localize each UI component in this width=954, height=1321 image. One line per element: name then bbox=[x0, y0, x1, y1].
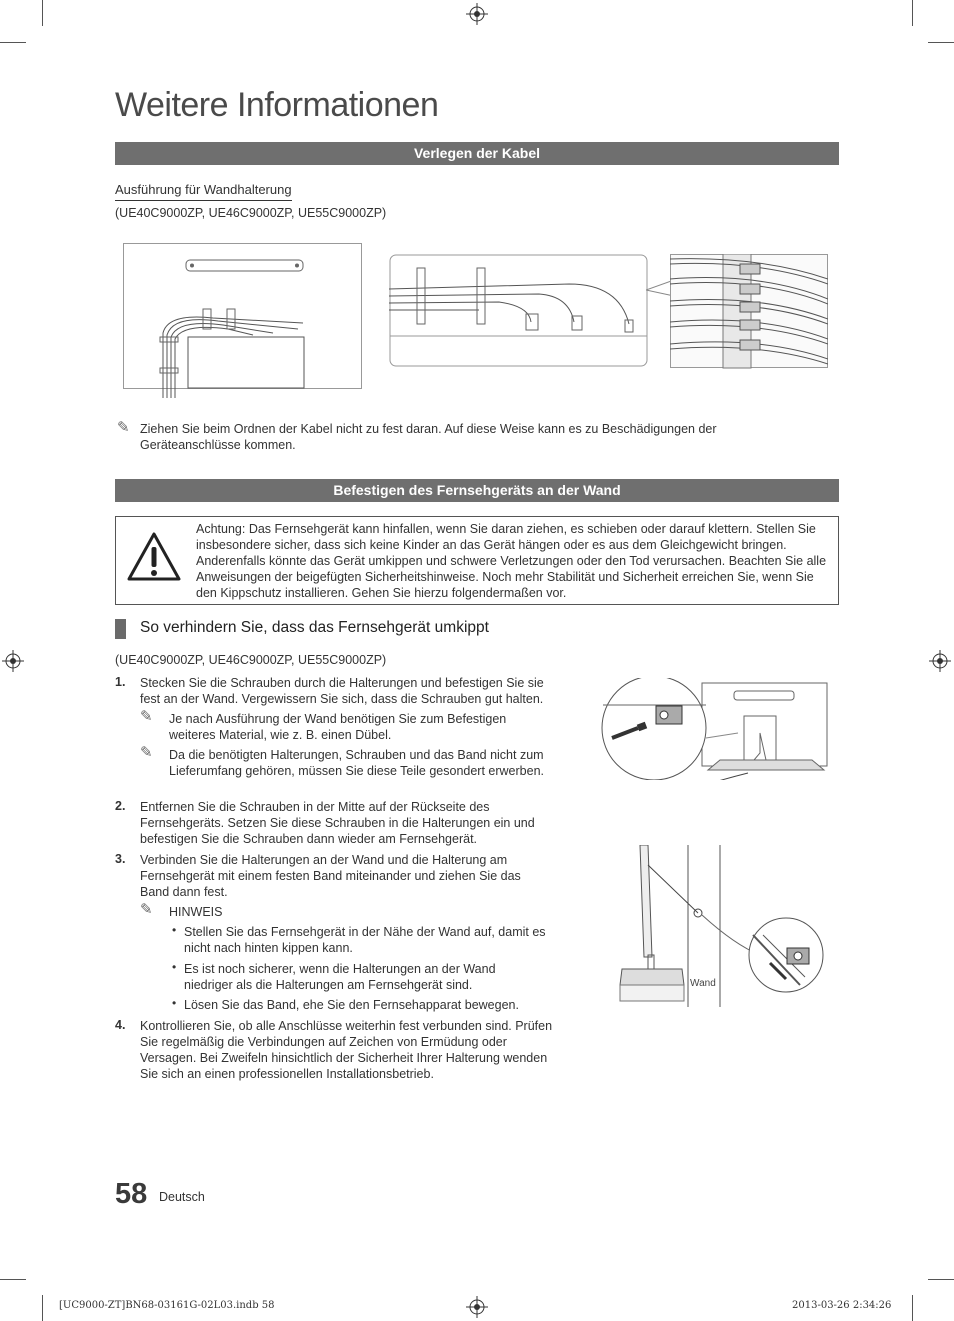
note-icon: ✎ bbox=[117, 419, 130, 436]
crop-mark bbox=[928, 1279, 954, 1280]
anti-tip-heading bbox=[115, 618, 839, 639]
model-list: (UE40C9000ZP, UE46C9000ZP, UE55C9000ZP) bbox=[115, 206, 387, 220]
bullet: • bbox=[172, 923, 177, 937]
step-text: Stecken Sie die Schrauben durch die Halterungen und befestigen Sie sie fest an der Wand. Vergewissern Sie sich, dass die Schrauben gut halten. bbox=[140, 676, 544, 706]
warning-box bbox=[115, 516, 839, 605]
registration-mark-icon bbox=[466, 1296, 488, 1318]
bullet-text: Stellen Sie das Fernsehgerät in der Nähe der Wand auf, damit es nicht nach hinten kippen kann. bbox=[184, 925, 546, 955]
note-heading: HINWEIS bbox=[169, 905, 223, 919]
bullet-text: Lösen Sie das Band, ehe Sie den Fernsehapparat bewegen. bbox=[184, 998, 519, 1012]
crop-mark bbox=[928, 42, 954, 43]
anti-tip-heading-text: So verhindern Sie, dass das Fernsehgerät umkippt bbox=[140, 619, 489, 636]
registration-mark-icon bbox=[466, 3, 488, 25]
page-title: Weitere Informationen bbox=[115, 86, 439, 124]
note-icon: ✎ bbox=[140, 744, 153, 761]
tv-back-cable-illustration bbox=[123, 243, 363, 401]
clip-zoom-illustration bbox=[670, 254, 828, 369]
print-file-info: [UC9000-ZT]BN68-03161G-02L03.indb 58 bbox=[59, 1300, 275, 1311]
step-number: 4. bbox=[115, 1018, 126, 1032]
step-text: Entfernen Sie die Schrauben in der Mitte auf der Rückseite des Fernsehgeräts. Setzen Sie diese Schrauben in die Halterungen ein und befestigen Sie die Schrauben dann wieder am Fernsehgerät. bbox=[140, 800, 535, 846]
note-icon: ✎ bbox=[140, 708, 153, 725]
bullet-text: Es ist noch sicherer, wenn die Halterungen an der Wand niedriger als die Halterungen am Fernsehgerät sind. bbox=[184, 962, 496, 992]
crop-mark bbox=[0, 42, 26, 43]
crop-mark bbox=[42, 0, 43, 26]
step-note: Je nach Ausführung der Wand benötigen Sie zum Befestigen weiteres Material, wie z. B. einen Dübel. bbox=[169, 712, 507, 742]
bracket-screw-illustration bbox=[598, 678, 830, 780]
page-language: Deutsch bbox=[159, 1190, 205, 1204]
bullet: • bbox=[172, 996, 177, 1010]
step-text: Kontrollieren Sie, ob alle Anschlüsse weiterhin fest verbunden sind. Prüfen Sie regelmäßig die Verbindungen auf Zeichen von Ermüdung oder Versagen. Bei Zweifeln hinsichtlich der Sicherheit Ihrer Halterung wenden Sie sich an einen professionellen Installationsbetrieb. bbox=[140, 1019, 553, 1081]
step-text: Verbinden Sie die Halterungen an der Wand und die Halterung am Fernsehgerät mit einem festen Band miteinander und ziehen Sie das Band dann fest. bbox=[140, 853, 521, 899]
print-timestamp: 2013-03-26 2:34:26 bbox=[792, 1300, 892, 1311]
step-number: 2. bbox=[115, 799, 126, 813]
warning-text bbox=[196, 521, 832, 601]
model-list: (UE40C9000ZP, UE46C9000ZP, UE55C9000ZP) bbox=[115, 653, 387, 667]
cable-note-text: Ziehen Sie beim Ordnen der Kabel nicht zu fest daran. Auf diese Weise kann es zu Beschädigungen der Geräteanschlüsse kommen. bbox=[140, 422, 717, 452]
wall-label: Wand bbox=[690, 978, 716, 989]
warning-label: Achtung bbox=[196, 522, 242, 536]
registration-mark-icon bbox=[929, 650, 951, 672]
warning-triangle-icon bbox=[126, 531, 182, 583]
note-icon: ✎ bbox=[140, 901, 153, 918]
registration-mark-icon bbox=[2, 650, 24, 672]
page-number: 58 bbox=[115, 1178, 148, 1210]
wall-mount-subheading: Ausführung für Wandhalterung bbox=[115, 182, 292, 201]
crop-mark bbox=[912, 1295, 913, 1321]
warning-body: : Das Fernsehgerät kann hinfallen, wenn Sie daran ziehen, es schieben oder darauf klettern. Stellen Sie insbesondere sicher, dass sich keine Kinder an das Gerät hängen oder es aus dem Gleichgewicht bringen. Anderenfalls könnte das Gerät umkippen und schwere Verletzungen oder den Tod verursachen. Beachten Sie alle Anweisungen der beigefügten Sicherheitshinweise. Noch mehr Stabilität und Sicherheit erreichen Sie, wenn Sie den Kippschutz installieren. Gehen Sie hierzu folgendermaßen vor. bbox=[196, 522, 827, 600]
heading-bar bbox=[115, 619, 126, 639]
step-note: Da die benötigten Halterungen, Schrauben und das Band nicht zum Lieferumfang gehören, müssen Sie diese Teile gesondert erwerben. bbox=[169, 748, 544, 778]
crop-mark bbox=[42, 1295, 43, 1321]
crop-mark bbox=[0, 1279, 26, 1280]
step-number: 3. bbox=[115, 852, 126, 866]
section-header-cables: Verlegen der Kabel bbox=[115, 142, 839, 165]
section-header-wall-mount: Befestigen des Fernsehgeräts an der Wand bbox=[115, 479, 839, 502]
cable-clip-detail-illustration bbox=[389, 254, 651, 369]
crop-mark bbox=[912, 0, 913, 26]
bullet: • bbox=[172, 960, 177, 974]
step-number: 1. bbox=[115, 675, 126, 689]
